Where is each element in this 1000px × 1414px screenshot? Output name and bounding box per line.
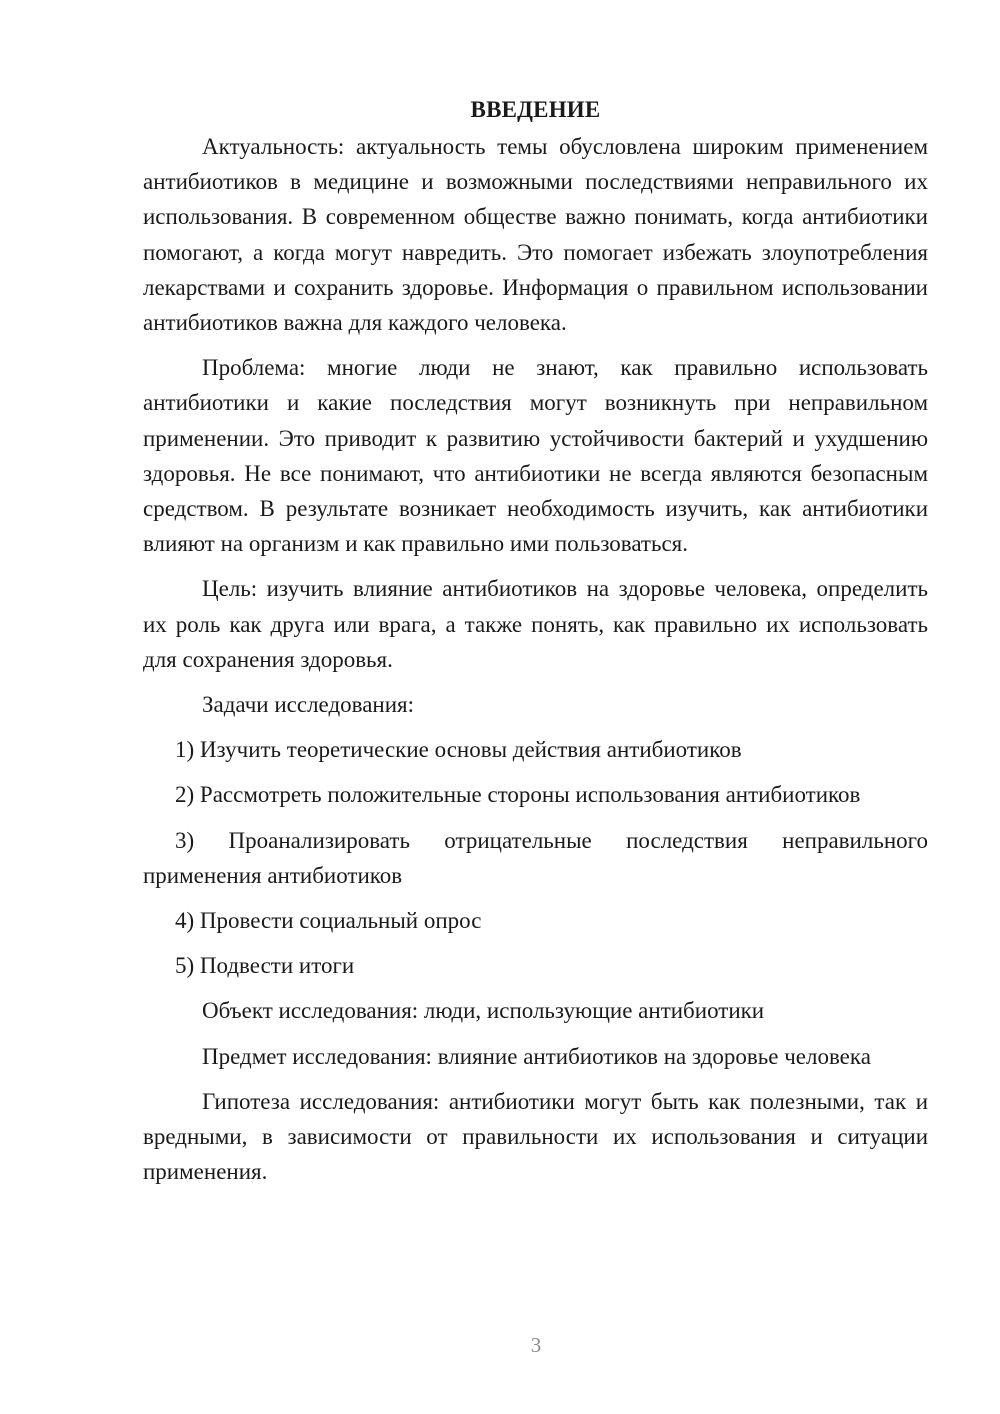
object-paragraph: Объект исследования: люди, использующие антибиотики [202, 998, 765, 1024]
hypothesis-paragraph: Гипотеза исследования: антибиотики могут быть как полезными, так и вредными, в зависимости от правильности их использования и ситуации применения. [143, 1088, 928, 1185]
task-item: 1) Изучить теоретические основы действия антибиотиков [175, 737, 742, 763]
task-item: 3) Проанализировать отрицательные последствия неправильного применения антибиотиков [143, 827, 928, 888]
subject-paragraph: Предмет исследования: влияние антибиотиков на здоровье человека [202, 1043, 871, 1069]
task-item: 2) Рассмотреть положительные стороны использования антибиотиков [175, 782, 861, 808]
section-heading: ВВЕДЕНИЕ [470, 97, 601, 122]
relevance-paragraph: Актуальность: актуальность темы обусловлена широким применением антибиотиков в медицине и возможными последствиями неправильного их использования. В современном обществе важно понимать, когда антибиотики помогают, а когда могут навредить. Это помогает избежать злоупотребления лекарствами и сохранить здоровье. Информация о правильном использовании антибиотиков важна для каждого человека. [143, 134, 928, 336]
tasks-title: Задачи исследования: [202, 692, 415, 718]
document-body [143, 92, 928, 1199]
goal-paragraph: Цель: изучить влияние антибиотиков на здоровье человека, определить их роль как друга или врага, а также понять, как правильно их использовать для сохранения здоровья. [143, 576, 928, 672]
task-item: 5) Подвести итоги [175, 953, 355, 979]
problem-paragraph: Проблема: многие люди не знают, как правильно использовать антибиотики и какие последствия могут возникнуть при неправильном применении. Это приводит к развитию устойчивости бактерий и ухудшению здоровья. Не все понимают, что антибиотики не всегда являются безопасным средством. В результате возникает необходимость изучить, как антибиотики влияют на организм и как правильно ими пользоваться. [143, 355, 928, 557]
page-number: 3 [530, 1333, 542, 1357]
task-item: 4) Провести социальный опрос [175, 908, 482, 934]
